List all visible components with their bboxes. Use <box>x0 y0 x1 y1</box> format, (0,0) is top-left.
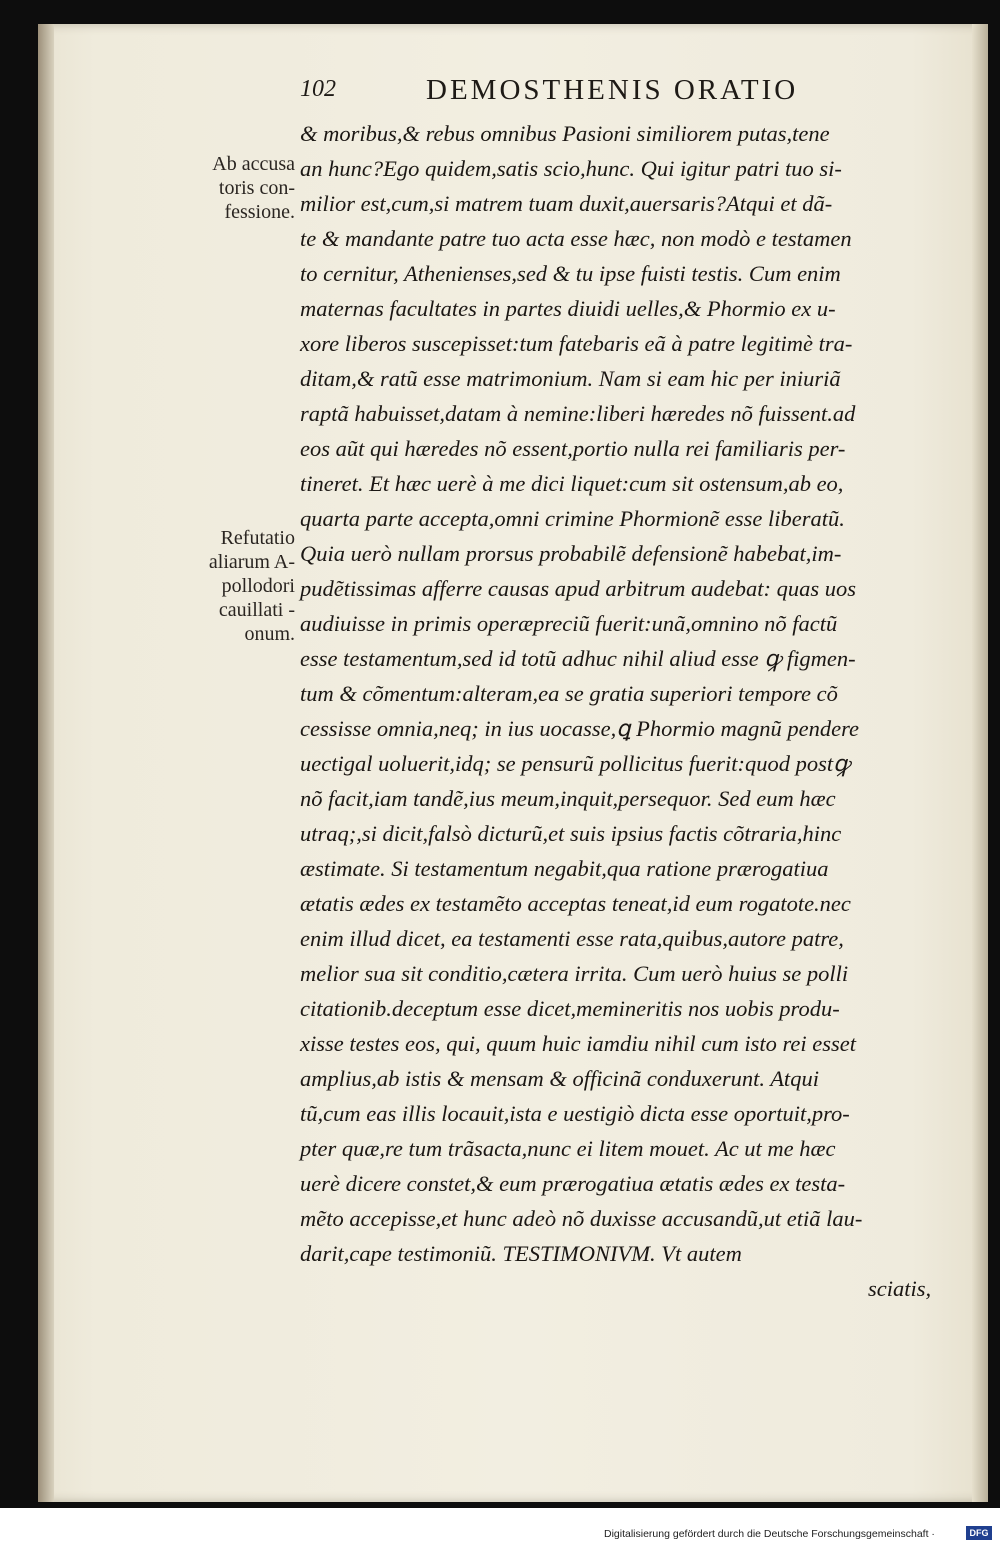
text-line: ditam,& ratũ esse matrimonium. Nam si eam hic per iniuriã <box>300 366 841 391</box>
text-line: enim illud dicet, ea testamenti esse rata,quibus,autore patre, <box>300 926 844 951</box>
text-line: ætatis ædes ex testamẽto acceptas teneat,id eum rogatote.nec <box>300 891 851 916</box>
text-line: tũ,cum eas illis locauit,ista e uestigiò dicta esse oportuit,pro- <box>300 1101 850 1126</box>
text-line: tineret. Et hæc uerè à me dici liquet:cum sit ostensum,ab eo, <box>300 471 844 496</box>
text-line: xisse testes eos, qui, quum huic iamdiu nihil cum isto rei esset <box>300 1031 856 1056</box>
text-line: quarta parte accepta,omni crimine Phormionẽ esse liberatũ. <box>300 506 845 531</box>
text-line: xore liberos suscepisset:tum fatebaris eã à patre legitimè tra- <box>300 331 853 356</box>
text-line: utraq;,si dicit,falsò dicturũ,et suis ipsius factis cõtraria,hinc <box>300 821 842 846</box>
text-line: melior sua sit conditio,cætera irrita. Cum uerò huius se polli <box>300 961 849 986</box>
text-line: maternas facultates in partes diuidi uelles,& Phormio ex u- <box>300 296 836 321</box>
text-line: & moribus,& rebus omnibus Pasioni similiorem putas,tene <box>300 121 830 146</box>
margin-note-line: aliarum A- <box>208 551 295 573</box>
margin-note-line: toris con- <box>218 177 295 199</box>
text-line: uerè dicere constet,& eum prærogatiua ætatis ædes ex testa- <box>300 1171 846 1196</box>
text-line: to cernitur, Athenienses,sed & tu ipse fuisti testis. Cum enim <box>300 261 841 286</box>
text-line: tum & cõmentum:alteram,ea se gratia superiori tempore cõ <box>300 681 838 706</box>
page-number: 102 <box>300 76 336 102</box>
footer-credit: Digitalisierung gefördert durch die Deutsche Forschungsgemeinschaft · <box>604 1528 935 1540</box>
text-line: æstimate. Si testamentum negabit,qua ratione prærogatiua <box>300 856 829 881</box>
margin-note-line: Refutatio <box>220 527 295 549</box>
running-head <box>300 72 960 112</box>
text-line: an hunc?Ego quidem,satis scio,hunc. Qui igitur patri tuo si- <box>300 156 842 181</box>
text-line: nõ facit,iam tandẽ,ius meum,inquit,persequor. Sed eum hæc <box>300 786 836 811</box>
text-line: milior est,cum,si matrem tuam duxit,auersaris?Atqui et dã- <box>300 191 833 216</box>
text-line: mẽto accepisse,et hunc adeò nõ duxisse accusandũ,ut etiã lau- <box>300 1206 863 1231</box>
catchword: sciatis, <box>868 1276 932 1301</box>
text-line: darit,cape testimoniũ. TESTIMONIVM. Vt autem <box>300 1241 742 1266</box>
text-line: raptã habuisset,datam à nemine:liberi hæredes nõ fuissent.ad <box>300 401 856 426</box>
text-line: pter quæ,re tum trãsacta,nunc ei litem mouet. Ac ut me hæc <box>300 1136 836 1161</box>
margin-note-line: onum. <box>244 623 295 645</box>
running-title: DEMOSTHENIS ORATIO <box>426 74 799 106</box>
body-text <box>300 116 960 1336</box>
text-line: citationib.deceptum esse dicet,memineritis nos uobis produ- <box>300 996 840 1021</box>
margin-notes <box>160 150 300 710</box>
page-gutter <box>38 24 54 1502</box>
margin-note-line: fessione. <box>224 201 295 223</box>
dfg-logo: DFG <box>966 1526 992 1540</box>
text-line: audiuisse in primis operæpreciũ fuerit:unã,omnino nõ factũ <box>300 611 838 636</box>
text-line: Quia uerò nullam prorsus probabilẽ defensionẽ habebat,im- <box>300 541 842 566</box>
margin-note-line: cauillati - <box>218 599 295 621</box>
margin-note-accusation <box>160 152 295 224</box>
text-line: amplius,ab istis & mensam & officinã conduxerunt. Atqui <box>300 1066 819 1091</box>
text-line: pudẽtissimas afferre causas apud arbitrum audebat: quas uos <box>300 576 857 601</box>
text-line: uectigal uoluerit,idq; se pensurũ pollicitus fuerit:quod postꝙ <box>300 751 850 776</box>
footer-bar <box>0 1508 1000 1546</box>
margin-note-refutation <box>160 526 295 646</box>
text-line: esse testamentum,sed id totũ adhuc nihil aliud esse ꝙ figmen- <box>300 646 856 671</box>
text-line: te & mandante patre tuo acta esse hæc, non modò e testamen <box>300 226 852 251</box>
margin-note-line: pollodori <box>221 575 295 597</box>
page-edge <box>972 24 988 1502</box>
text-line: eos aũt qui hæredes nõ essent,portio nulla rei familiaris per- <box>300 436 846 461</box>
text-line: cessisse omnia,neq; in ius uocasse,ꝗ Phormio magnũ pendere <box>300 716 859 741</box>
margin-note-line: Ab accusa <box>212 153 295 175</box>
